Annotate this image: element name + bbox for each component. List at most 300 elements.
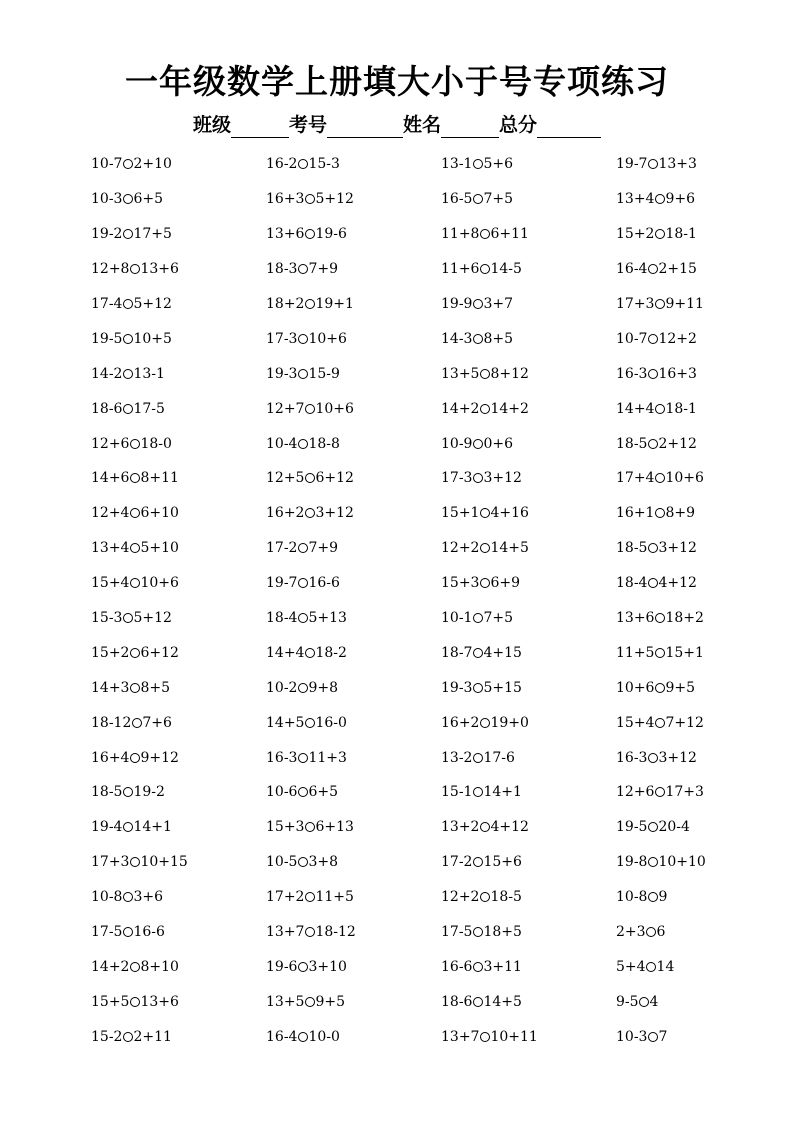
left-expression: 19-9 [441, 296, 473, 312]
exercise-item [266, 852, 441, 872]
comparison-circle[interactable] [305, 997, 315, 1007]
right-expression: 18-8 [308, 435, 340, 452]
comparison-circle[interactable] [473, 962, 483, 972]
comparison-circle[interactable] [123, 787, 133, 797]
comparison-circle[interactable] [130, 753, 140, 763]
name-blank[interactable] [441, 117, 499, 138]
right-expression: 19+0 [490, 714, 529, 731]
right-expression: 10+11 [490, 1028, 538, 1045]
comparison-circle[interactable] [655, 718, 665, 728]
comparison-circle[interactable] [473, 648, 483, 658]
left-expression: 16-5 [441, 191, 473, 208]
right-expression: 3+10 [308, 958, 347, 975]
comparison-circle[interactable] [130, 857, 140, 867]
comparison-circle[interactable] [298, 369, 308, 379]
left-expression: 16-3 [616, 749, 648, 766]
exercise-item [616, 503, 766, 523]
comparison-circle[interactable] [480, 508, 490, 518]
left-expression: 10+6 [616, 679, 655, 696]
exercise-item [91, 887, 266, 907]
right-expression: 5+12 [133, 610, 172, 627]
right-expression: 2+15 [658, 261, 697, 278]
right-expression: 15-9 [308, 365, 340, 382]
comparison-circle[interactable] [473, 439, 483, 449]
comparison-circle[interactable] [305, 473, 315, 483]
left-expression: 18-12 [91, 714, 132, 731]
comparison-circle[interactable] [130, 473, 140, 483]
exercise-item [91, 468, 266, 488]
right-expression: 6+5 [133, 191, 163, 208]
comparison-circle[interactable] [648, 543, 658, 553]
comparison-circle[interactable] [655, 473, 665, 483]
exercise-item [266, 538, 441, 558]
exercise-row [91, 635, 771, 670]
comparison-circle[interactable] [123, 159, 133, 169]
exercise-item [441, 887, 616, 907]
comparison-circle[interactable] [132, 718, 142, 728]
comparison-circle[interactable] [648, 753, 658, 763]
left-expression: 15-1 [441, 784, 473, 801]
left-expression: 10-7 [91, 156, 123, 173]
comparison-circle[interactable] [655, 194, 665, 204]
right-expression: 3+12 [315, 505, 354, 522]
comparison-circle[interactable] [298, 1032, 308, 1042]
comparison-circle[interactable] [480, 543, 490, 553]
right-expression: 6+11 [490, 226, 529, 243]
exercise-item [441, 364, 616, 384]
left-expression: 16+2 [441, 714, 480, 731]
comparison-circle[interactable] [655, 683, 665, 693]
exercise-item [616, 713, 766, 733]
right-expression: 10+6 [140, 575, 179, 592]
right-expression: 15-3 [308, 156, 340, 173]
exercise-row [91, 531, 771, 566]
exercise-item [91, 713, 266, 733]
comparison-circle[interactable] [480, 229, 490, 239]
left-expression: 15+3 [266, 819, 305, 836]
left-expression: 17-3 [266, 330, 298, 347]
exercise-item [266, 573, 441, 593]
right-expression: 16+3 [658, 365, 697, 382]
exercise-item [616, 468, 766, 488]
exercise-item [441, 643, 616, 663]
comparison-circle[interactable] [473, 159, 483, 169]
right-expression: 10+5 [133, 330, 172, 347]
left-expression: 18-5 [91, 784, 123, 801]
comparison-circle[interactable] [298, 578, 308, 588]
exercise-item [616, 364, 766, 384]
exercise-row [91, 182, 771, 217]
exercise-item [91, 538, 266, 558]
comparison-circle[interactable] [480, 404, 490, 414]
left-expression: 16+1 [616, 505, 655, 522]
exercise-row [91, 496, 771, 531]
comparison-circle[interactable] [648, 369, 658, 379]
exercise-row [91, 356, 771, 391]
score-blank[interactable] [537, 117, 601, 138]
comparison-circle[interactable] [648, 857, 658, 867]
comparison-circle[interactable] [480, 822, 490, 832]
exercise-row [91, 321, 771, 356]
comparison-circle[interactable] [473, 927, 483, 937]
left-expression: 16-4 [616, 261, 648, 278]
right-expression: 6+10 [140, 505, 179, 522]
right-expression: 11+5 [315, 889, 354, 906]
right-expression: 8+10 [140, 958, 179, 975]
exercise-item [266, 259, 441, 279]
exercise-item [91, 224, 266, 244]
left-expression: 5+4 [616, 958, 646, 975]
left-expression: 15+2 [616, 226, 655, 243]
comparison-circle[interactable] [473, 613, 483, 623]
exercise-grid [91, 147, 771, 1057]
exercise-item [616, 189, 766, 209]
comparison-circle[interactable] [473, 857, 483, 867]
right-expression: 5+12 [133, 296, 172, 312]
comparison-circle[interactable] [298, 159, 308, 169]
comparison-circle[interactable] [305, 892, 315, 902]
left-expression: 17-2 [441, 854, 473, 871]
exercise-item [91, 573, 266, 593]
left-expression: 18-5 [616, 540, 648, 557]
left-expression: 12+2 [441, 540, 480, 557]
exercise-item [266, 608, 441, 628]
exercise-item [441, 678, 616, 698]
comparison-circle[interactable] [130, 648, 140, 658]
comparison-circle[interactable] [123, 1032, 133, 1042]
comparison-circle[interactable] [123, 299, 133, 309]
comparison-circle[interactable] [473, 473, 483, 483]
right-expression: 18-0 [140, 435, 172, 452]
right-expression: 7+5 [483, 610, 513, 627]
exercise-row [91, 705, 771, 740]
left-expression: 18+2 [266, 296, 305, 312]
left-expression: 14+2 [441, 400, 480, 417]
right-expression: 6 [656, 924, 666, 941]
left-expression: 19-3 [266, 365, 298, 382]
comparison-circle[interactable] [130, 578, 140, 588]
comparison-circle[interactable] [648, 439, 658, 449]
left-expression: 16-3 [616, 365, 648, 382]
comparison-circle[interactable] [123, 229, 133, 239]
left-expression: 17-3 [441, 470, 473, 487]
comparison-circle[interactable] [655, 787, 665, 797]
exercise-item [266, 224, 441, 244]
comparison-circle[interactable] [298, 439, 308, 449]
exercise-item [91, 503, 266, 523]
left-expression: 15+5 [91, 993, 130, 1010]
exercise-item [91, 678, 266, 698]
left-expression: 10-3 [91, 191, 123, 208]
comparison-circle[interactable] [305, 194, 315, 204]
comparison-circle[interactable] [646, 962, 656, 972]
right-expression: 4 [649, 993, 659, 1010]
comparison-circle[interactable] [473, 299, 483, 309]
left-expression: 13-1 [441, 156, 473, 173]
left-expression: 14+4 [616, 400, 655, 417]
class-blank[interactable] [231, 117, 289, 138]
left-expression: 13+2 [441, 819, 480, 836]
comparison-circle[interactable] [123, 892, 133, 902]
student-info-line [0, 112, 794, 138]
comparison-circle[interactable] [123, 927, 133, 937]
exercise-item [266, 364, 441, 384]
right-expression: 8+12 [490, 365, 529, 382]
comparison-circle[interactable] [305, 648, 315, 658]
name-label: 姓名 [403, 114, 442, 136]
left-expression: 10-8 [91, 889, 123, 906]
left-expression: 12+7 [266, 400, 305, 417]
right-expression: 5+10 [140, 540, 179, 557]
left-expression: 18-4 [616, 575, 648, 592]
right-expression: 4+12 [658, 575, 697, 592]
exercise-item [266, 399, 441, 419]
exercise-item [91, 817, 266, 837]
left-expression: 11+8 [441, 226, 480, 243]
exercise-row [91, 845, 771, 880]
comparison-circle[interactable] [305, 927, 315, 937]
left-expression: 19-4 [91, 819, 123, 836]
comparison-circle[interactable] [480, 369, 490, 379]
right-expression: 17+3 [665, 784, 704, 801]
exercise-item [616, 434, 766, 454]
exercise-row [91, 252, 771, 287]
left-expression: 14+2 [91, 958, 130, 975]
comparison-circle[interactable] [123, 613, 133, 623]
comparison-circle[interactable] [130, 683, 140, 693]
right-expression: 11+3 [308, 749, 347, 766]
comparison-circle[interactable] [648, 892, 658, 902]
left-expression: 12+5 [266, 470, 305, 487]
exercise-item [616, 154, 766, 174]
exercise-item [266, 922, 441, 942]
exercise-item [266, 782, 441, 802]
right-expression: 10+6 [315, 400, 354, 417]
right-expression: 3+12 [483, 470, 522, 487]
comparison-circle[interactable] [473, 683, 483, 693]
exercise-item [441, 224, 616, 244]
exercise-row [91, 740, 771, 775]
exercise-item [441, 1027, 616, 1047]
right-expression: 6+12 [140, 644, 179, 661]
exercise-row [91, 461, 771, 496]
left-expression: 17-4 [91, 296, 123, 312]
comparison-circle[interactable] [473, 787, 483, 797]
exercise-row [91, 147, 771, 182]
right-expression: 18+5 [483, 924, 522, 941]
exercise-row [91, 426, 771, 461]
right-expression: 18-2 [315, 644, 347, 661]
exercise-row [91, 775, 771, 810]
comparison-circle[interactable] [655, 648, 665, 658]
left-expression: 13+7 [266, 924, 305, 941]
right-expression: 6+9 [490, 575, 520, 592]
left-expression: 16+4 [91, 749, 130, 766]
left-expression: 19-5 [91, 330, 123, 347]
left-expression: 15+2 [91, 644, 130, 661]
comparison-circle[interactable] [648, 334, 658, 344]
exercise-item [441, 189, 616, 209]
right-expression: 7+5 [483, 191, 513, 208]
left-expression: 14-3 [441, 330, 473, 347]
exercise-item [266, 503, 441, 523]
exercise-item [441, 957, 616, 977]
right-expression: 17-5 [133, 400, 165, 417]
comparison-circle[interactable] [123, 369, 133, 379]
right-expression: 14+5 [490, 540, 529, 557]
right-expression: 7 [658, 1028, 668, 1045]
right-expression: 18-12 [315, 924, 356, 941]
right-expression: 5+13 [308, 610, 347, 627]
right-expression: 10+6 [308, 330, 347, 347]
right-expression: 3+12 [658, 749, 697, 766]
comparison-circle[interactable] [305, 299, 315, 309]
left-expression: 13-2 [441, 749, 473, 766]
comparison-circle[interactable] [305, 404, 315, 414]
exercise-item [266, 434, 441, 454]
comparison-circle[interactable] [473, 334, 483, 344]
left-expression: 2+3 [616, 924, 646, 941]
exercise-item [616, 678, 766, 698]
comparison-circle[interactable] [298, 683, 308, 693]
exercise-item [616, 643, 766, 663]
comparison-circle[interactable] [130, 439, 140, 449]
exercise-row [91, 1019, 771, 1054]
right-expression: 8+9 [665, 505, 695, 522]
comparison-circle[interactable] [480, 1032, 490, 1042]
left-expression: 10-1 [441, 610, 473, 627]
exercise-item [266, 468, 441, 488]
score-label: 总分 [499, 114, 538, 136]
comparison-circle[interactable] [298, 613, 308, 623]
left-expression: 11+5 [616, 644, 655, 661]
comparison-circle[interactable] [655, 299, 665, 309]
comparison-circle[interactable] [305, 229, 315, 239]
right-expression: 13+3 [658, 156, 697, 173]
comparison-circle[interactable] [305, 718, 315, 728]
exercise-item [266, 748, 441, 768]
right-expression: 3+11 [483, 958, 522, 975]
comparison-circle[interactable] [655, 613, 665, 623]
comparison-circle[interactable] [648, 1032, 658, 1042]
exercise-row [91, 949, 771, 984]
comparison-circle[interactable] [646, 927, 656, 937]
exercise-item [441, 782, 616, 802]
right-expression: 9+12 [140, 749, 179, 766]
comparison-circle[interactable] [123, 404, 133, 414]
comparison-circle[interactable] [473, 194, 483, 204]
left-expression: 14+3 [91, 679, 130, 696]
left-expression: 16-4 [266, 1028, 298, 1045]
left-expression: 15+3 [441, 575, 480, 592]
right-expression: 9+8 [308, 679, 338, 696]
left-expression: 15-3 [91, 610, 123, 627]
right-expression: 14+1 [133, 819, 172, 836]
left-expression: 14+4 [266, 644, 305, 661]
right-expression: 2+10 [133, 156, 172, 173]
comparison-circle[interactable] [130, 962, 140, 972]
comparison-circle[interactable] [298, 543, 308, 553]
comparison-circle[interactable] [298, 264, 308, 274]
left-expression: 15+1 [441, 505, 480, 522]
comparison-circle[interactable] [648, 822, 658, 832]
comparison-circle[interactable] [648, 264, 658, 274]
exercise-item [91, 364, 266, 384]
comparison-circle[interactable] [130, 508, 140, 518]
right-expression: 5+15 [483, 679, 522, 696]
exercise-item [91, 852, 266, 872]
comparison-circle[interactable] [480, 264, 490, 274]
exercise-row [91, 880, 771, 915]
exercise-item [266, 189, 441, 209]
right-expression: 18-1 [665, 400, 697, 417]
exercise-row [91, 287, 771, 322]
exercise-item [616, 1027, 766, 1047]
comparison-circle[interactable] [298, 962, 308, 972]
left-expression: 19-3 [441, 679, 473, 696]
left-expression: 17+2 [266, 889, 305, 906]
exercise-item [441, 573, 616, 593]
left-expression: 13+4 [616, 191, 655, 208]
left-expression: 15+4 [616, 714, 655, 731]
exam-no-blank[interactable] [327, 117, 403, 138]
comparison-circle[interactable] [655, 404, 665, 414]
left-expression: 16+2 [266, 505, 305, 522]
comparison-circle[interactable] [480, 892, 490, 902]
exercise-item [616, 224, 766, 244]
comparison-circle[interactable] [655, 508, 665, 518]
comparison-circle[interactable] [130, 997, 140, 1007]
comparison-circle[interactable] [298, 334, 308, 344]
comparison-circle[interactable] [480, 718, 490, 728]
exercise-item [441, 748, 616, 768]
left-expression: 14+6 [91, 470, 130, 487]
exercise-row [91, 391, 771, 426]
exercise-item [616, 399, 766, 419]
comparison-circle[interactable] [123, 334, 133, 344]
comparison-circle[interactable] [480, 578, 490, 588]
comparison-circle[interactable] [123, 822, 133, 832]
comparison-circle[interactable] [130, 543, 140, 553]
comparison-circle[interactable] [648, 578, 658, 588]
exercise-item [266, 992, 441, 1012]
comparison-circle[interactable] [130, 264, 140, 274]
exercise-item [91, 259, 266, 279]
comparison-circle[interactable] [298, 787, 308, 797]
comparison-circle[interactable] [123, 194, 133, 204]
comparison-circle[interactable] [655, 229, 665, 239]
left-expression: 17+4 [616, 470, 655, 487]
right-expression: 14+1 [483, 784, 522, 801]
right-expression: 6+12 [315, 470, 354, 487]
right-expression: 9+5 [315, 993, 345, 1010]
left-expression: 12+6 [616, 784, 655, 801]
comparison-circle[interactable] [473, 753, 483, 763]
right-expression: 9 [658, 889, 668, 906]
exercise-item [616, 852, 766, 872]
right-expression: 7+9 [308, 540, 338, 557]
right-expression: 18+2 [665, 610, 704, 627]
comparison-circle[interactable] [305, 822, 315, 832]
comparison-circle[interactable] [639, 997, 649, 1007]
right-expression: 15+1 [665, 644, 704, 661]
comparison-circle[interactable] [648, 159, 658, 169]
comparison-circle[interactable] [298, 753, 308, 763]
comparison-circle[interactable] [305, 508, 315, 518]
comparison-circle[interactable] [473, 997, 483, 1007]
comparison-circle[interactable] [298, 857, 308, 867]
exercise-item [266, 887, 441, 907]
